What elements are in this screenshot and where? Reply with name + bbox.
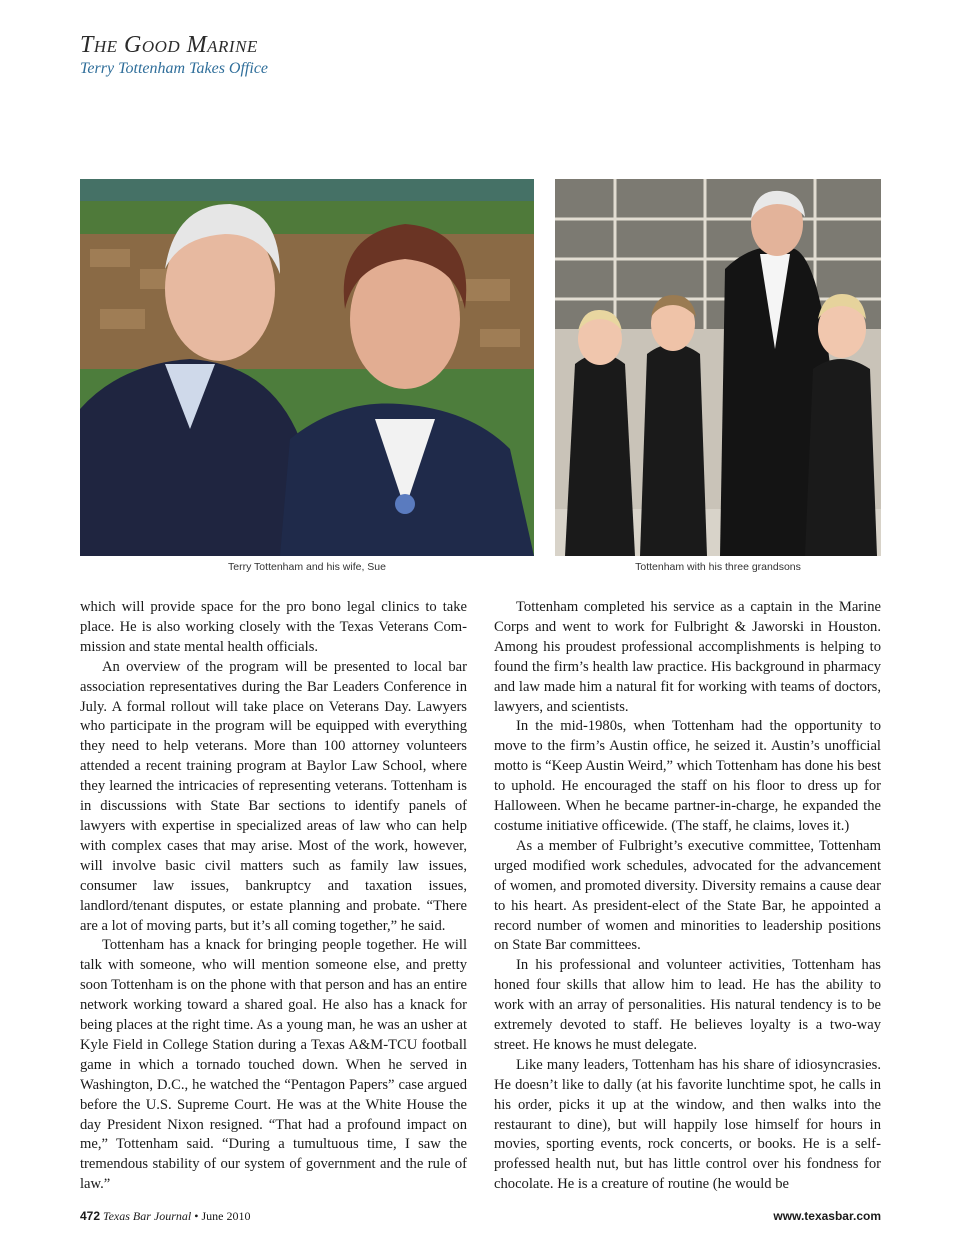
page-header [80, 30, 268, 78]
photo-caption-1: Terry Tottenham and his wife, Sue [228, 561, 386, 573]
paragraph: Tottenham completed his service as a captain in the Marine Corps and went to work for Fulbright & Jaworski in Houston. Among his proudest professional accomplishments is helping to found the firm’s health law practice. His background in pharmacy and law made him a natural fit for working with teams of doctors, lawyers, and scientists. [494, 599, 881, 715]
left-column [80, 598, 467, 1195]
article-title: Terry Tottenham Takes Office [80, 60, 269, 77]
paragraph: In the mid-1980s, when Tottenham had the opportunity to move to the firm’s Austin office, he seized it. Austin’s unofficial motto is “Keep Austin Weird,” which Tottenham has done his best to uphold. He encouraged the staff on his floor to dress up for Halloween. When he became partner-in-charge, he expanded the costume initiative officewide. (The staff, he claims, loves it.) [494, 718, 881, 834]
photo-couple [80, 179, 534, 556]
paragraph: Tottenham has a knack for bringing people together. He will talk with someone, who will mention someone else, and pretty soon Tottenham is on the phone with that person and has an entire network working toward a shared goal. He also has a knack for being places at the right time. As a young man, he was an usher at Kyle Field in College Station during a Texas A&M-TCU football game in which a tornado touched down. When he served in Washington, D.C., he watched the “Pentagon Papers” case argued before the U.S. Supreme Court. He was at the White House the day President Nixon resigned. “That had a profound impact on me,” Tottenham said. “During a tumultuous time, I saw the tremendous stability of our system of government and the rule of law.” [80, 937, 467, 1193]
photo-caption-2: Tottenham with his three grandsons [635, 561, 801, 573]
paragraph: As a member of Fulbright’s executive committee, Tottenham urged modified work schedules, advocated for the advancement of women, and promoted diversity. Diversity remains a cause dear to his heart. As president-elect of the State Bar, he appointed a record number of women and minorities to leadership positions on State Bar committees. [494, 837, 881, 954]
website-url: www.texasbar.com [773, 1209, 881, 1223]
photo-grandsons [555, 179, 881, 556]
page-number: 472 [80, 1209, 101, 1223]
right-column [494, 598, 881, 1195]
issue-date: June 2010 [201, 1209, 251, 1223]
paragraph: Like many leaders, Tottenham has his share of idiosyncrasies. He doesn’t like to dally (at his favorite lunchtime spot, he calls in his order, picks it up at the window, and then walks into the restaurant to dine), but will happily lose himself for hours in movies, sporting events, rock concerts, or books. He is a self-professed health nut, but has little control over his fondness for chocolate. He is a creature of routine (he would be [494, 1056, 881, 1193]
footer-left [80, 1209, 250, 1224]
footer-separator: • [194, 1209, 199, 1223]
paragraph: An overview of the program will be presented to local bar association representatives during the Bar Leaders Conference in July. A formal rollout will take place on Veterans Day. Lawyers who participate in the program will be equipped with everything they need to help veterans. More than 100 attorney volunteers attended a recent training program at Baylor Law School, where they learned the intricacies of representing veterans. Tottenham is in discussions with State Bar sections to identify panels of lawyers with expertise in specialized areas of law who can help with complex cases that may arise. Most of the work, however, will involve basic civil matters such as family law issues, consumer law issues, bankruptcy and taxation issues, landlord/tenant disputes, or estate planning and probate. “There are a lot of moving parts, but it’s all coming together,” he said. [80, 658, 467, 934]
series-title: The Good Marine [80, 32, 258, 58]
paragraph: In his professional and volunteer activities, Tottenham has honed four skills that allow him to lead. He has the ability to work with an array of personalities. His natural tendency is to be extremely devoted to staff. He believes loyalty is a two-way street. He knows he must delegate. [494, 957, 881, 1053]
paragraph: which will provide space for the pro bono legal clinics to take place. He is also working closely with the Texas Veterans Commission and state mental health officials. [80, 599, 467, 655]
page-footer [80, 1209, 881, 1224]
journal-name: Texas Bar Journal [103, 1209, 192, 1223]
